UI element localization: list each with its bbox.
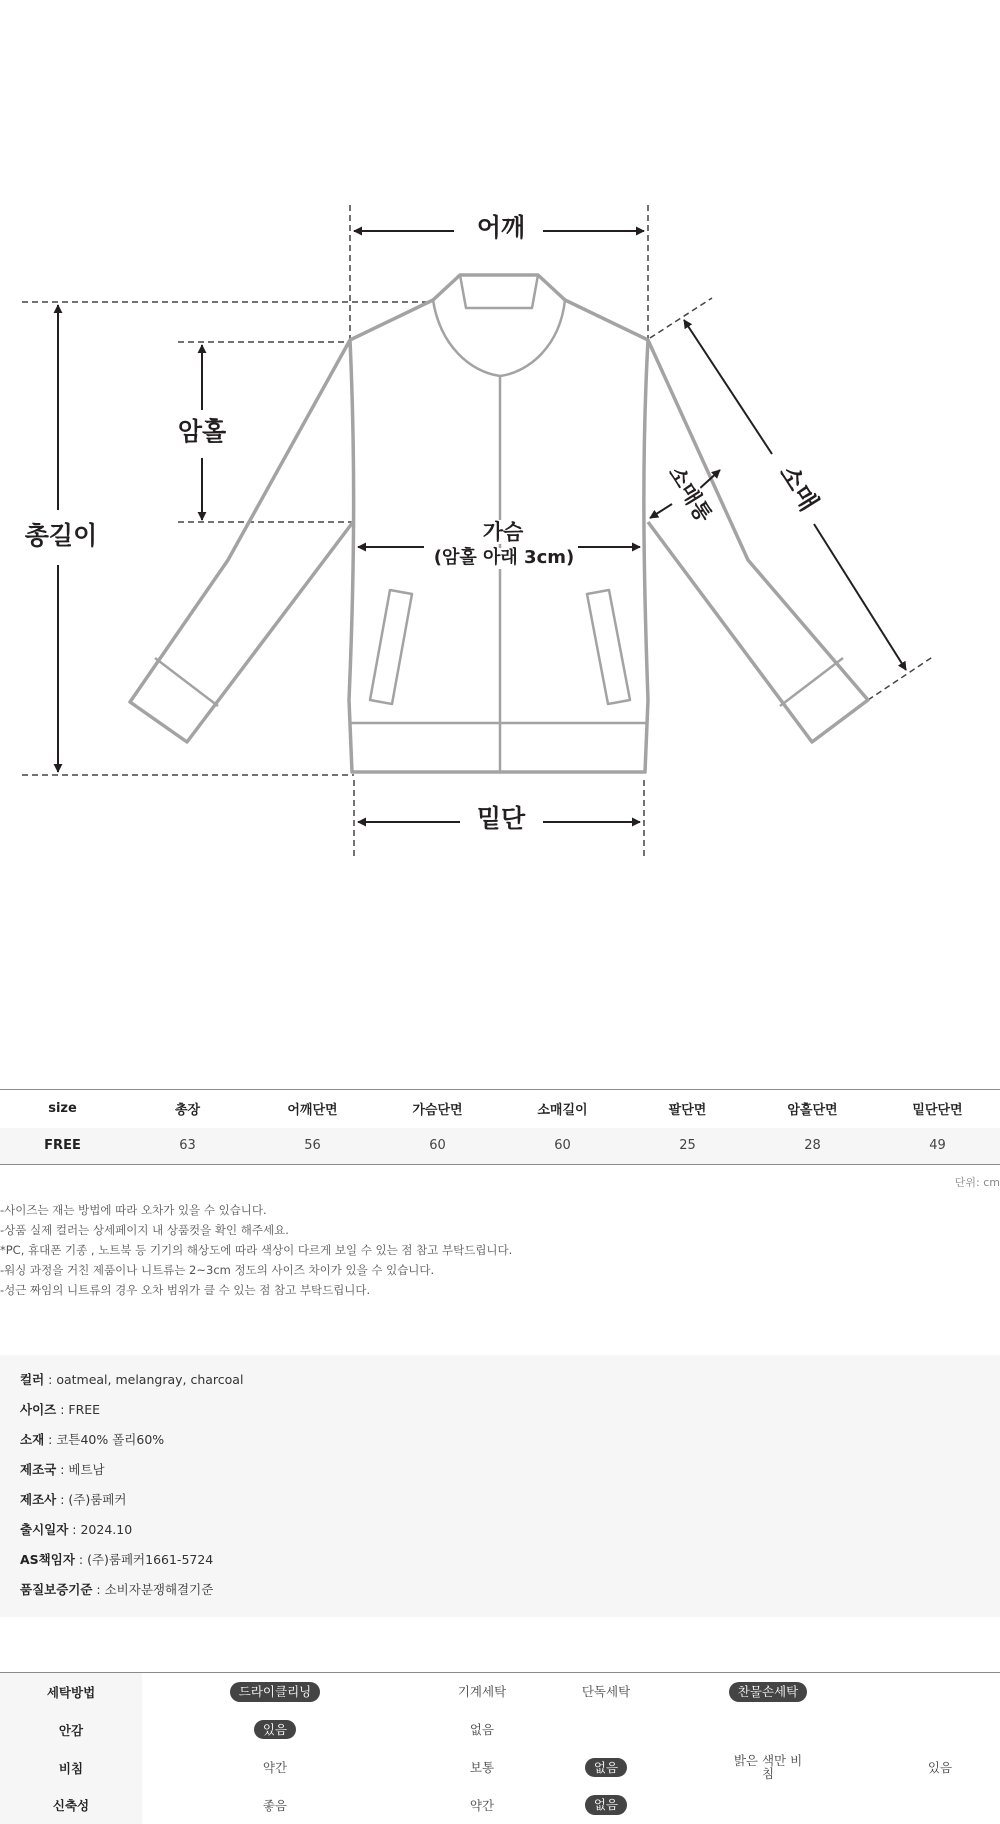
size-cell: 63 <box>125 1128 250 1165</box>
care-option-cell <box>656 1673 880 1711</box>
care-option: 없음 <box>469 1722 495 1737</box>
care-row-label: 세탁방법 <box>0 1673 142 1711</box>
care-option-cell <box>656 1749 880 1787</box>
size-cell: 25 <box>625 1128 750 1165</box>
size-table-row <box>0 1128 1000 1165</box>
care-option: 드라이클리닝 <box>230 1682 320 1702</box>
info-key: 사이즈 <box>20 1402 57 1417</box>
unit-note: 단위: cm <box>954 1176 1000 1189</box>
size-header-cell: 팔단면 <box>625 1090 750 1128</box>
size-header-cell: 가슴단면 <box>375 1090 500 1128</box>
size-header-cell: 암홀단면 <box>750 1090 875 1128</box>
info-key: 제조국 <box>20 1462 57 1477</box>
info-key: 품질보증기준 <box>20 1582 93 1597</box>
info-value: : (주)룸페커 <box>56 1492 127 1507</box>
size-header-cell: 총장 <box>125 1090 250 1128</box>
care-option: 약간 <box>469 1797 495 1813</box>
info-key: AS책임자 <box>20 1552 75 1567</box>
care-option-cell <box>556 1673 656 1711</box>
care-option-cell <box>880 1673 1000 1711</box>
care-option-cell <box>142 1749 408 1787</box>
care-option: 약간 <box>262 1760 288 1775</box>
info-value: : 소비자분쟁해결기준 <box>92 1582 214 1597</box>
size-header-cell: 소매길이 <box>500 1090 625 1128</box>
care-table <box>0 1672 1000 1824</box>
size-cell: 60 <box>375 1128 500 1165</box>
note-item: -워싱 과정을 거친 제품이나 니트류는 2~3cm 정도의 사이즈 차이가 있을 수 있습니다. <box>0 1263 435 1277</box>
care-option: 없음 <box>585 1758 627 1778</box>
care-option: 밝은 색만 비침 <box>733 1752 803 1782</box>
label-armhole: 암홀 <box>172 418 232 447</box>
info-row-manufacturer <box>20 1491 1000 1521</box>
care-option-cell <box>656 1787 880 1824</box>
size-table <box>0 1089 1000 1165</box>
size-cell: 28 <box>750 1128 875 1165</box>
care-option: 있음 <box>254 1720 296 1740</box>
care-option-cell <box>880 1787 1000 1824</box>
care-option: 기계세탁 <box>457 1684 507 1700</box>
size-header-cell: size <box>0 1090 125 1128</box>
size-cell: 49 <box>875 1128 1000 1165</box>
care-option-cell <box>408 1711 556 1749</box>
care-row-label: 신축성 <box>0 1787 142 1824</box>
note-item: *PC, 휴대폰 기종 , 노트북 등 기기의 해상도에 따라 색상이 다르게 보일 수 있는 점 참고 부탁드립니다. <box>0 1243 513 1257</box>
info-value: : 2024.10 <box>68 1522 133 1537</box>
care-option-cell <box>880 1711 1000 1749</box>
note-item: -상품 실제 컬러는 상세페이지 내 상품컷을 확인 해주세요. <box>0 1223 289 1237</box>
label-total-length: 총길이 <box>20 522 102 551</box>
info-row-material <box>20 1431 1000 1461</box>
info-key: 소재 <box>20 1432 45 1447</box>
care-row-stretch <box>0 1787 1000 1824</box>
info-value: : oatmeal, melangray, charcoal <box>44 1372 244 1387</box>
care-row-label: 안감 <box>0 1711 142 1749</box>
care-option: 없음 <box>585 1795 627 1815</box>
product-info <box>0 1355 1000 1617</box>
info-key: 출시일자 <box>20 1522 69 1537</box>
info-row-size <box>20 1401 1000 1431</box>
label-chest: 가슴 <box>468 520 538 544</box>
info-value: : 베트남 <box>56 1462 105 1477</box>
care-option-cell <box>408 1749 556 1787</box>
info-row-quality-standard <box>20 1581 1000 1611</box>
size-cell: FREE <box>0 1128 125 1165</box>
care-option: 좋음 <box>262 1797 288 1813</box>
care-row-sheerness <box>0 1749 1000 1787</box>
care-option: 단독세탁 <box>581 1684 631 1700</box>
label-hem: 밑단 <box>470 805 532 834</box>
size-cell: 56 <box>250 1128 375 1165</box>
care-option-cell <box>142 1711 408 1749</box>
care-option: 찬물손세탁 <box>729 1682 807 1702</box>
size-header-cell: 어깨단면 <box>250 1090 375 1128</box>
care-option-cell <box>142 1787 408 1824</box>
info-value: : FREE <box>56 1402 101 1417</box>
care-option-cell <box>142 1673 408 1711</box>
care-option-cell <box>556 1749 656 1787</box>
size-notes <box>0 1200 1000 1300</box>
info-row-release-date <box>20 1521 1000 1551</box>
info-row-as-contact <box>20 1551 1000 1581</box>
label-sleeve-width: 소매통 <box>660 455 721 532</box>
size-header-cell: 밑단단면 <box>875 1090 1000 1128</box>
care-option-cell <box>880 1749 1000 1787</box>
info-value: : 코튼40% 폴리60% <box>44 1432 165 1447</box>
care-option-cell <box>408 1673 556 1711</box>
size-cell: 60 <box>500 1128 625 1165</box>
note-item: -성근 짜임의 니트류의 경우 오차 범위가 클 수 있는 점 참고 부탁드립니다. <box>0 1283 371 1297</box>
info-key: 제조사 <box>20 1492 57 1507</box>
care-option-cell <box>556 1711 656 1749</box>
care-row-washing <box>0 1673 1000 1711</box>
note-item: -사이즈는 재는 방법에 따라 오차가 있을 수 있습니다. <box>0 1203 267 1217</box>
size-table-header-row <box>0 1090 1000 1128</box>
label-shoulder: 어깨 <box>468 214 534 243</box>
care-row-label: 비침 <box>0 1749 142 1787</box>
care-option: 보통 <box>469 1760 495 1775</box>
care-row-lining <box>0 1711 1000 1749</box>
care-option: 있음 <box>927 1760 953 1775</box>
info-key: 컬러 <box>20 1372 45 1387</box>
label-chest-note: (암홀 아래 3cm) <box>430 548 578 569</box>
care-option-cell <box>656 1711 880 1749</box>
care-option-cell <box>556 1787 656 1824</box>
care-option-cell <box>408 1787 556 1824</box>
info-row-color <box>20 1371 1000 1401</box>
info-row-origin <box>20 1461 1000 1491</box>
info-value: : (주)룸페커1661-5724 <box>74 1552 214 1567</box>
label-sleeve: 소매 <box>767 451 828 526</box>
